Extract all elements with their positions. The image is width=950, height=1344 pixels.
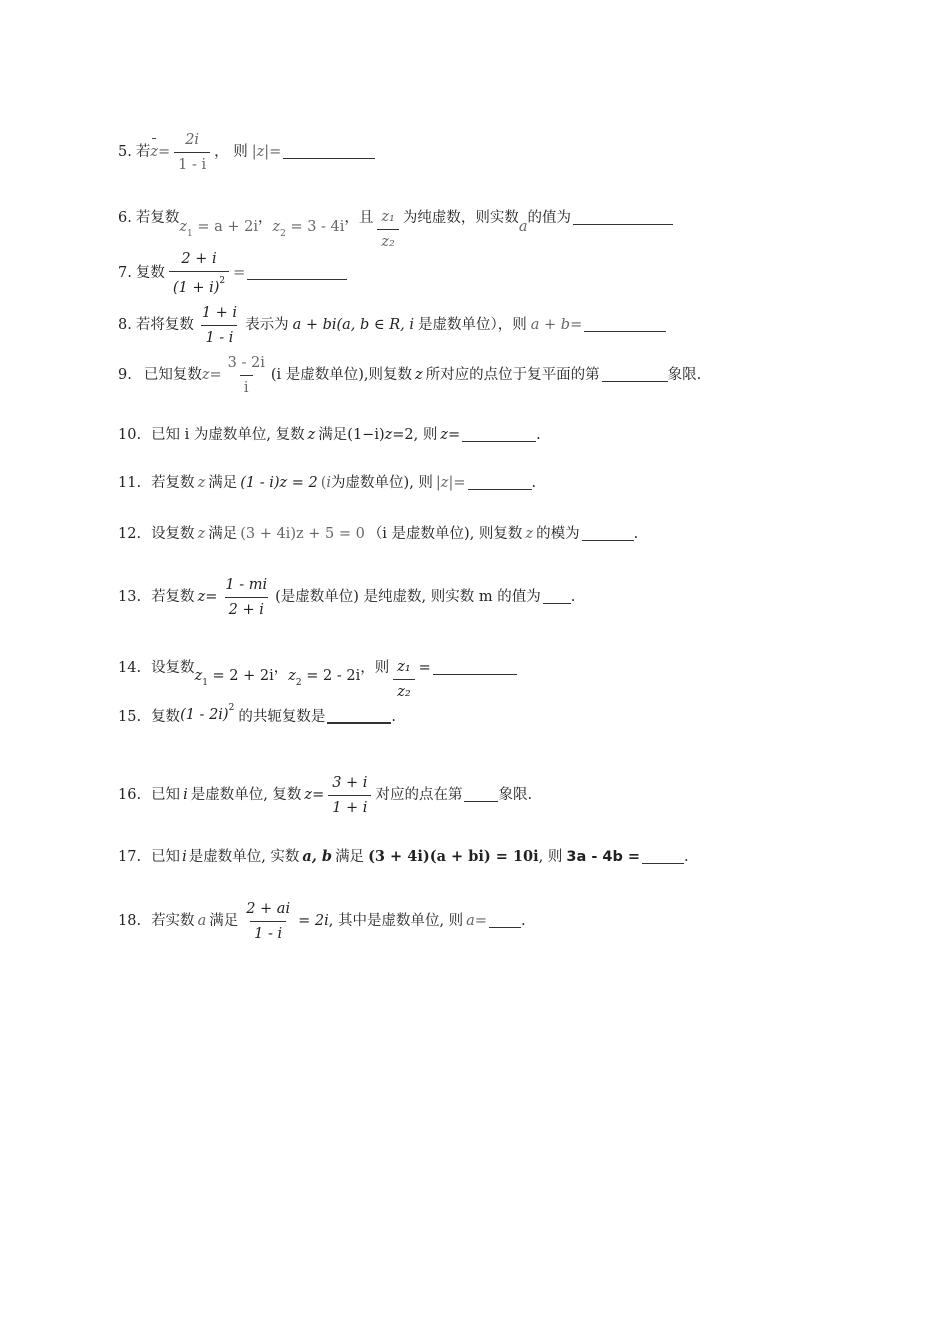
math-i: i: [182, 849, 187, 865]
question-text: 已知复数: [143, 367, 202, 384]
math-z: z: [304, 787, 313, 804]
fraction-numerator: 3 - 2i: [227, 355, 265, 371]
question-5: [118, 133, 375, 172]
fraction-numerator: 1 + i: [201, 305, 238, 321]
answer-blank[interactable]: [543, 591, 571, 604]
math-eq: =: [418, 660, 431, 677]
math-expression: (1 - i)z = 2: [240, 475, 318, 491]
question-text: 若复数: [135, 210, 180, 227]
question-number: 5.: [118, 144, 132, 161]
math-expression: a + bi(a, b ∈ R, i: [292, 317, 415, 334]
fraction-numerator: 2 + i: [181, 251, 217, 267]
question-6: [118, 188, 673, 249]
answer-blank[interactable]: [327, 710, 391, 724]
math-expression: (3 + 4i)(a + bi) = 10i: [368, 848, 539, 865]
math-z2: $z_2 = 3 - 4i$: [272, 219, 345, 239]
question-text: ，: [273, 660, 289, 677]
question-text: .: [633, 526, 639, 542]
question-15: [118, 703, 396, 725]
question-text: 已知: [151, 787, 181, 804]
math-z: z: [525, 526, 534, 542]
question-text: 若复数: [151, 589, 195, 606]
question-number: 17.: [118, 849, 142, 865]
fraction: [328, 776, 371, 815]
question-text: .: [531, 475, 537, 491]
question-text: 的值为: [527, 210, 572, 227]
answer-blank[interactable]: [464, 789, 498, 802]
math-expression: a + b: [530, 317, 571, 334]
question-16: [118, 776, 532, 815]
math-eq: =: [209, 367, 222, 384]
answer-blank[interactable]: [602, 369, 668, 382]
question-text: 设复数: [151, 660, 195, 677]
question-text: 已知 i 为虚数单位, 复数: [151, 427, 305, 443]
math-eq: = 2i: [298, 913, 329, 930]
answer-blank[interactable]: [573, 212, 673, 225]
question-7: [118, 252, 347, 295]
question-number: 14.: [118, 660, 142, 677]
question-text: (是虚数单位) 是纯虚数, 则实数 m 的值为: [275, 589, 541, 606]
math-z2: $z_2 = 2 - 2i$: [288, 668, 361, 688]
math-z-bar: z: [150, 144, 158, 161]
math-expression: 3a - 4b =: [566, 849, 641, 865]
question-number: 13.: [118, 589, 142, 606]
question-text: 对应的点在第: [375, 787, 463, 804]
math-eq: =: [453, 475, 466, 491]
fraction-denominator: 1 - i: [201, 325, 237, 346]
math-z: z: [415, 367, 423, 384]
question-number: 7.: [118, 265, 132, 282]
question-11: [118, 476, 536, 491]
fraction-denominator: z₂: [377, 229, 398, 250]
answer-blank[interactable]: [468, 477, 532, 490]
math-z: z: [197, 589, 206, 606]
question-text: 为纯虚数，则实数: [402, 210, 519, 227]
question-text: 满足: [208, 526, 238, 542]
fraction-numerator: 3 + i: [332, 775, 368, 791]
fraction: [198, 306, 241, 345]
question-text: 所对应的点位于复平面的第: [425, 367, 600, 384]
fraction: [242, 902, 294, 941]
answer-blank[interactable]: [433, 662, 517, 675]
question-text: .: [684, 849, 689, 865]
fraction: [377, 210, 398, 249]
question-number: 9.: [118, 367, 132, 384]
question-text: 若: [135, 144, 151, 161]
question-number: 6.: [118, 210, 132, 227]
question-text: 是虚数单位），则: [418, 317, 527, 334]
math-z: z: [384, 427, 393, 443]
question-text: 若实数: [151, 913, 195, 930]
math-i: i: [326, 475, 332, 491]
math-z: z: [197, 475, 206, 491]
answer-blank[interactable]: [584, 319, 666, 332]
question-number: 18.: [118, 913, 142, 930]
question-number: 16.: [118, 787, 142, 804]
answer-blank[interactable]: [283, 146, 375, 159]
fraction-numerator: z₁: [381, 209, 395, 225]
question-18: [118, 902, 526, 941]
answer-blank[interactable]: [642, 851, 684, 864]
question-text: ， 则: [214, 144, 248, 161]
math-eq: =: [269, 144, 282, 161]
question-text: , 其中是虚数单位, 则: [328, 913, 464, 930]
question-text: .: [391, 709, 396, 725]
math-paren: (: [320, 475, 327, 491]
fraction-numerator: 2i: [185, 132, 200, 148]
question-text: 象限.: [498, 787, 533, 804]
question-17: [118, 850, 689, 865]
question-text: ，且: [344, 210, 374, 227]
math-abs: |z|: [435, 475, 454, 491]
question-text: 满足(1−i): [318, 427, 385, 443]
math-expression: (3 + 4i)z + 5 = 0: [240, 526, 365, 542]
question-text: .: [536, 427, 541, 443]
math-a: a: [518, 219, 528, 236]
fraction-denominator: 1 - i: [250, 921, 286, 942]
question-text: 象限.: [667, 367, 702, 384]
question-text: （i 是虚数单位), 则复数: [367, 526, 523, 542]
math-abs: |z|: [251, 144, 270, 161]
math-eq: =: [312, 787, 325, 804]
math-eq: =: [157, 144, 171, 161]
fraction: [169, 252, 229, 295]
question-text: 表示为: [245, 317, 289, 334]
math-eq: =: [233, 265, 246, 282]
math-eq: =: [205, 589, 218, 606]
question-number: 8.: [118, 317, 132, 334]
question-text: , 则: [538, 849, 563, 865]
question-text: 设复数: [151, 526, 195, 542]
fraction-denominator: 2 + i: [225, 597, 268, 618]
fraction-numerator: 2 + ai: [246, 901, 291, 917]
question-10: [118, 428, 541, 443]
fraction-denominator: 1 - i: [174, 152, 210, 173]
question-9: [118, 356, 701, 395]
fraction: [393, 660, 414, 699]
answer-blank[interactable]: [247, 267, 347, 280]
question-text: 的模为: [536, 526, 580, 542]
question-text: =2, 则: [392, 427, 438, 443]
question-text: ，则: [360, 660, 390, 677]
question-text: 的共轭复数是: [238, 709, 326, 725]
fraction-denominator: 1 + i: [328, 795, 371, 816]
math-expression: (1 - 2i)$^2$: [180, 703, 235, 723]
question-text: (i 是虚数单位),则复数: [270, 367, 413, 384]
question-text: 满足: [335, 849, 365, 865]
fraction: [221, 578, 271, 617]
question-text: 是虚数单位, 复数: [190, 787, 302, 804]
question-13: [118, 578, 575, 617]
question-number: 10.: [118, 427, 142, 443]
question-text: 若将复数: [135, 317, 194, 334]
question-text: 复数: [151, 709, 181, 725]
fraction-denominator: z₂: [393, 679, 414, 700]
math-z: z: [440, 427, 448, 443]
fraction: [224, 356, 269, 395]
fraction-denominator: i: [240, 375, 253, 396]
question-text: 若复数: [151, 475, 195, 491]
math-ab: a, b: [302, 848, 333, 865]
question-number: 15.: [118, 709, 142, 725]
math-z: z: [307, 427, 316, 443]
question-14: [118, 638, 517, 699]
question-text: 满足: [209, 913, 239, 930]
math-i: i: [183, 787, 188, 804]
math-a: a: [197, 913, 207, 930]
question-text: .: [520, 913, 526, 930]
question-8: [118, 306, 666, 345]
question-number: 11.: [118, 475, 142, 491]
answer-blank[interactable]: [462, 429, 536, 442]
question-text: 是虚数单位, 实数: [188, 849, 300, 865]
fraction-numerator: z₁: [397, 659, 411, 675]
fraction-denominator: $(1 + i)^2$: [169, 271, 229, 296]
math-a: a: [466, 913, 475, 930]
question-text: 已知: [151, 849, 181, 865]
math-z: z: [197, 526, 206, 542]
question-number: 12.: [118, 526, 142, 542]
question-text: 为虚数单位), 则: [331, 475, 433, 491]
question-12: [118, 527, 638, 542]
math-z1: $z_1 = a + 2i$: [179, 219, 258, 239]
fraction-numerator: 1 - mi: [225, 577, 268, 593]
question-text: ，: [257, 210, 273, 227]
question-text: =: [447, 427, 461, 443]
fraction: [174, 133, 210, 172]
question-text: .: [570, 589, 576, 606]
answer-blank[interactable]: [489, 915, 521, 928]
question-text: 满足: [208, 475, 238, 491]
math-z1: $z_1 = 2 + 2i$: [194, 668, 274, 688]
math-eq: =: [570, 317, 583, 334]
math-z: z: [201, 367, 210, 384]
question-text: 复数: [135, 265, 165, 282]
math-eq: =: [474, 913, 487, 930]
answer-blank[interactable]: [582, 528, 634, 541]
